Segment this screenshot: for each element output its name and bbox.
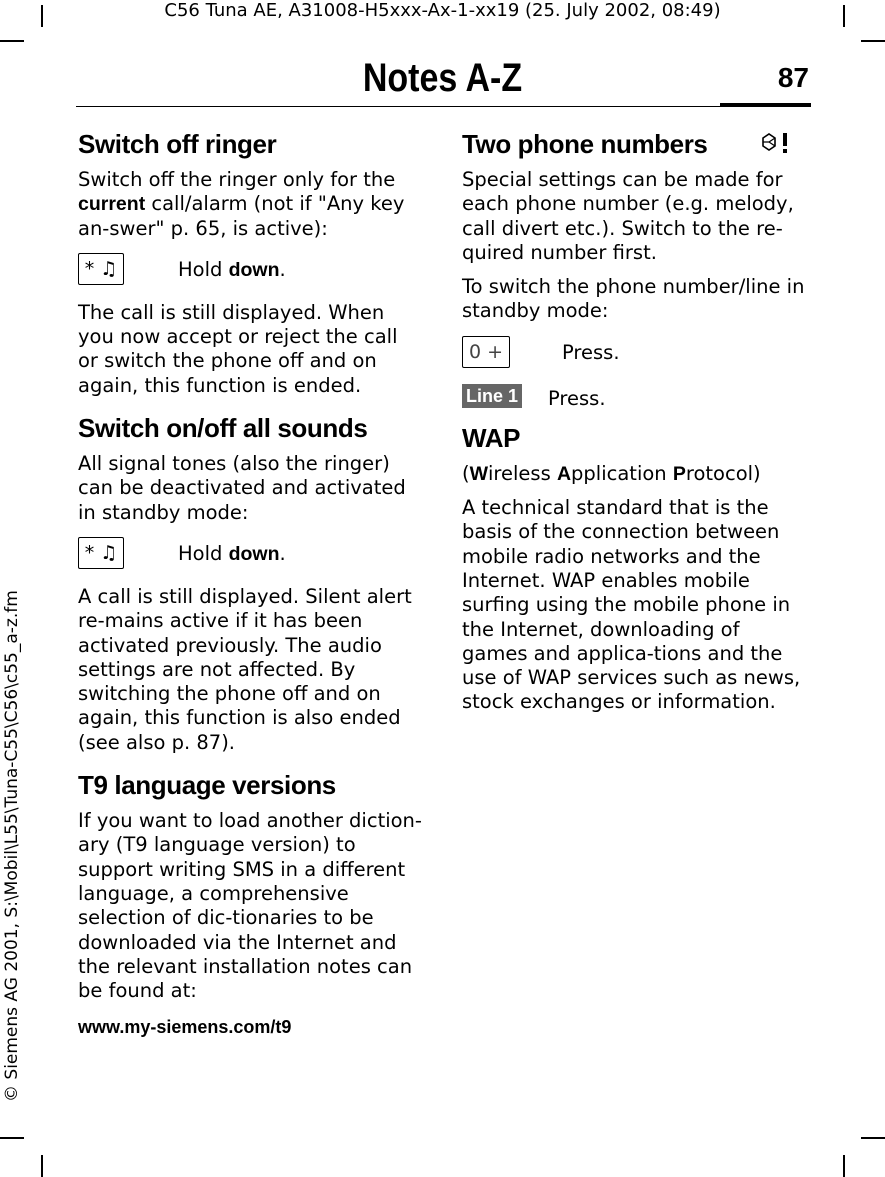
page-title: Notes A-Z	[362, 56, 523, 100]
section-heading: T9 language versions	[78, 770, 336, 801]
paragraph: A call is still displayed. Silent alert re-mains active if it has been activated previously. The audio settings are not affected. By switching the phone off and on again, this function is also ended (see also p. 87).	[78, 584, 412, 754]
text: Hold	[178, 257, 229, 281]
page-number: 87	[777, 62, 809, 93]
bold-text: P	[672, 462, 686, 485]
paragraph: Special settings can be made for each phone number (e.g. melody, call divert etc.). Switch to the re-quired number first.	[462, 168, 794, 264]
header-rule-thick	[720, 103, 811, 107]
bold-text: down	[228, 258, 280, 281]
paragraph: If you want to load another diction-ary (T9 language version) to support writing SMS in a different language, a comprehensive selection of dic-tionaries to be downloaded via the Internet and the relevant installation notes can be found at:	[78, 809, 422, 1003]
paragraph: All signal tones (also the ringer) can be deactivated and activated in standby mode:	[78, 452, 406, 524]
softkey-line1: Line 1	[462, 384, 522, 408]
star-key-icon: * ♫	[78, 537, 124, 569]
key-instruction-text: Press.	[562, 340, 620, 364]
zero-key-icon: 0 +	[462, 336, 510, 368]
text: .	[279, 257, 286, 281]
section-heading: Switch off ringer	[78, 129, 277, 159]
bold-text: W	[469, 462, 489, 485]
text: rotocol)	[685, 461, 761, 485]
text: .	[279, 541, 286, 565]
copyright-sidebar: © Siemens AG 2001, S:\Mobil\L55\Tuna-C55\C56\c55_a-z.fm	[2, 590, 22, 1102]
paragraph: To switch the phone number/line in standby mode:	[462, 275, 805, 323]
left-column	[78, 128, 423, 1038]
bold-text: down	[228, 542, 280, 565]
crop-mark	[41, 1155, 43, 1177]
text: pplication	[571, 461, 673, 485]
star-key-icon: * ♫	[78, 253, 124, 285]
paragraph	[78, 168, 423, 241]
key-instruction-text	[178, 542, 286, 566]
key-instruction-text	[178, 258, 286, 282]
softkey-instruction-text: Press.	[548, 386, 606, 410]
text: Hold	[178, 541, 229, 565]
paragraph: A technical standard that is the basis of the connection between mobile radio networks and the Internet. WAP enables mobile surfing using the mobile phone in the Internet, downloading of games and applica-tions and the use of WAP services such as news, stock exchanges or information.	[462, 496, 801, 714]
section-heading: Switch on/off all sounds	[78, 413, 368, 444]
key-instruction	[462, 334, 807, 374]
section-heading: WAP	[462, 422, 521, 453]
paragraph: The call is still displayed. When you now accept or reject the call or switch the phone off and on again, this function is ended.	[78, 300, 398, 397]
bold-text: current	[78, 193, 146, 216]
heading-row	[462, 128, 807, 160]
bold-text: A	[556, 462, 572, 485]
acronym-expansion	[462, 462, 807, 486]
key-instruction	[78, 251, 423, 295]
right-column	[462, 128, 807, 725]
crop-mark	[843, 1155, 845, 1177]
text: call/alarm (not if "Any key an-swer" p. 65, is active):	[78, 192, 405, 240]
section-heading: Two phone numbers	[462, 129, 708, 159]
softkey-instruction	[462, 380, 807, 416]
crop-mark	[861, 40, 885, 42]
network-provider-icon	[759, 130, 793, 156]
header-rule	[76, 106, 720, 107]
text: (	[462, 461, 470, 485]
text: ireless	[488, 461, 557, 485]
crop-mark	[0, 1137, 24, 1139]
url-link[interactable]: www.my-siemens.com/t9	[78, 1017, 292, 1038]
text: Switch off the ringer only for the	[78, 168, 396, 191]
crop-mark	[0, 40, 24, 42]
document-meta-header: C56 Tuna AE, A31008-H5xxx-Ax-1-xx19 (25. July 2002, 08:49)	[164, 0, 721, 21]
key-instruction	[78, 535, 423, 579]
crop-mark	[861, 1137, 885, 1139]
